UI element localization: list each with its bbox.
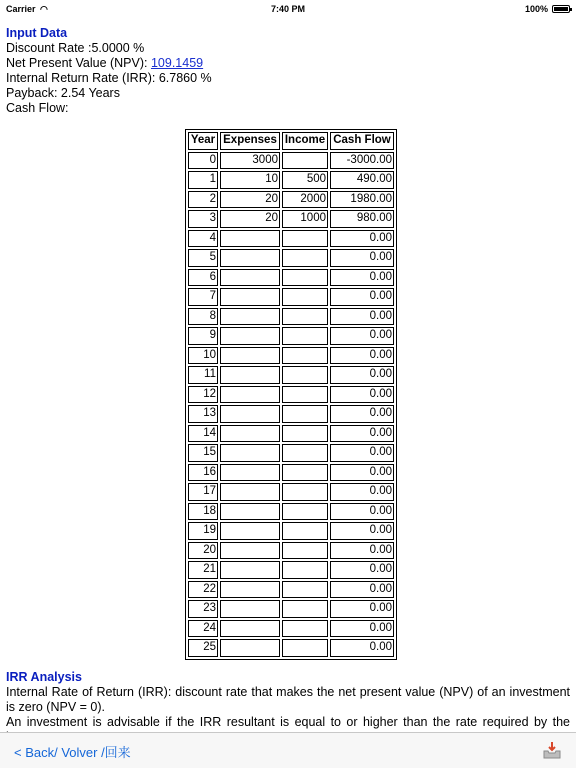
- wifi-icon: ◠: [40, 4, 48, 14]
- cell-income: [282, 522, 328, 540]
- cell-expenses: [220, 522, 280, 540]
- cell-year: 25: [188, 639, 218, 657]
- cell-year: 10: [188, 347, 218, 365]
- cell-expenses: [220, 366, 280, 384]
- table-body: [188, 152, 394, 657]
- table-row: [188, 288, 394, 306]
- cell-expenses: [220, 600, 280, 618]
- npv-line: [6, 56, 570, 71]
- table-row: [188, 425, 394, 443]
- cell-income: [282, 444, 328, 462]
- header-year: Year: [188, 132, 218, 150]
- cash-flow-table: [185, 129, 397, 660]
- cell-expenses: 20: [220, 210, 280, 228]
- cell-cash-flow: -3000.00: [330, 152, 394, 170]
- table-row: [188, 230, 394, 248]
- irr-label: Internal Return Rate (IRR):: [6, 71, 159, 85]
- irr-value: 6.7860 %: [158, 71, 212, 85]
- irr-advice-paragraph: An investment is advisable if the IRR resultant is equal to or higher than the rate required by the: [6, 715, 570, 729]
- payback-label: Payback:: [6, 86, 61, 100]
- cell-expenses: [220, 639, 280, 657]
- irr-definition-paragraph: Internal Rate of Return (IRR): discount rate that makes the net present value (NPV) of an investment is zero (NPV = 0).: [6, 685, 570, 714]
- cell-income: [282, 405, 328, 423]
- battery-status: [525, 0, 570, 18]
- cell-cash-flow: 1980.00: [330, 191, 394, 209]
- cell-expenses: [220, 249, 280, 267]
- table-row: [188, 308, 394, 326]
- cell-expenses: [220, 620, 280, 638]
- table-row: [188, 405, 394, 423]
- cell-expenses: [220, 425, 280, 443]
- cell-cash-flow: 0.00: [330, 522, 394, 540]
- cell-income: [282, 561, 328, 579]
- cell-expenses: [220, 308, 280, 326]
- table-row: [188, 171, 394, 189]
- table-row: [188, 620, 394, 638]
- cell-year: 2: [188, 191, 218, 209]
- cell-year: 16: [188, 464, 218, 482]
- cell-income: [282, 542, 328, 560]
- cell-cash-flow: 0.00: [330, 405, 394, 423]
- cell-cash-flow: 0.00: [330, 308, 394, 326]
- cash-flow-table-wrapper: [185, 129, 397, 660]
- download-icon[interactable]: [542, 740, 562, 760]
- header-expenses: Expenses: [220, 132, 280, 150]
- payback-line: [6, 86, 570, 101]
- cell-income: [282, 600, 328, 618]
- cell-cash-flow: 0.00: [330, 444, 394, 462]
- table-row: [188, 191, 394, 209]
- payback-value: 2.54 Years: [60, 86, 120, 100]
- cell-year: 23: [188, 600, 218, 618]
- cell-expenses: [220, 444, 280, 462]
- cell-income: 500: [282, 171, 328, 189]
- input-data-section: [6, 26, 570, 116]
- cell-income: [282, 249, 328, 267]
- cell-cash-flow: 0.00: [330, 386, 394, 404]
- cell-year: 12: [188, 386, 218, 404]
- cell-expenses: [220, 288, 280, 306]
- cell-cash-flow: 0.00: [330, 327, 394, 345]
- table-row: [188, 483, 394, 501]
- cell-expenses: [220, 464, 280, 482]
- cell-cash-flow: 0.00: [330, 581, 394, 599]
- cell-year: 7: [188, 288, 218, 306]
- cell-income: [282, 503, 328, 521]
- table-row: [188, 366, 394, 384]
- cell-expenses: [220, 581, 280, 599]
- cell-income: [282, 620, 328, 638]
- cell-expenses: [220, 483, 280, 501]
- cell-expenses: 10: [220, 171, 280, 189]
- cell-expenses: [220, 327, 280, 345]
- table-row: [188, 210, 394, 228]
- table-row: [188, 542, 394, 560]
- cell-expenses: [220, 503, 280, 521]
- table-row: [188, 522, 394, 540]
- cell-income: [282, 230, 328, 248]
- cell-income: [282, 327, 328, 345]
- cell-cash-flow: 0.00: [330, 288, 394, 306]
- cell-income: [282, 483, 328, 501]
- cell-year: 13: [188, 405, 218, 423]
- cell-expenses: [220, 269, 280, 287]
- cell-expenses: 3000: [220, 152, 280, 170]
- cell-year: 11: [188, 366, 218, 384]
- cell-year: 5: [188, 249, 218, 267]
- cell-year: 22: [188, 581, 218, 599]
- cell-year: 4: [188, 230, 218, 248]
- table-row: [188, 464, 394, 482]
- status-bar: [0, 0, 576, 20]
- cell-expenses: [220, 405, 280, 423]
- table-row: [188, 600, 394, 618]
- cell-expenses: [220, 386, 280, 404]
- table-row: [188, 386, 394, 404]
- table-row: [188, 347, 394, 365]
- table-row: [188, 152, 394, 170]
- cell-income: [282, 639, 328, 657]
- cell-cash-flow: 0.00: [330, 639, 394, 657]
- cell-year: 21: [188, 561, 218, 579]
- cell-expenses: [220, 230, 280, 248]
- cell-year: 24: [188, 620, 218, 638]
- cell-cash-flow: 0.00: [330, 503, 394, 521]
- cell-year: 17: [188, 483, 218, 501]
- cell-income: 1000: [282, 210, 328, 228]
- cell-cash-flow: 0.00: [330, 425, 394, 443]
- cell-income: [282, 288, 328, 306]
- cell-cash-flow: 0.00: [330, 620, 394, 638]
- discount-rate-label: Discount Rate :: [6, 41, 92, 55]
- npv-link[interactable]: 109.1459: [150, 56, 204, 70]
- cell-year: 20: [188, 542, 218, 560]
- cell-cash-flow: 980.00: [330, 210, 394, 228]
- cell-cash-flow: 0.00: [330, 347, 394, 365]
- cell-income: [282, 386, 328, 404]
- table-row: [188, 327, 394, 345]
- discount-rate-value: 5.0000 %: [91, 41, 145, 55]
- cash-flow-label: Cash Flow:: [6, 101, 69, 115]
- battery-icon: [552, 5, 570, 13]
- cell-year: 8: [188, 308, 218, 326]
- cell-year: 14: [188, 425, 218, 443]
- cell-year: 6: [188, 269, 218, 287]
- table-header-row: [188, 132, 394, 150]
- cell-cash-flow: 0.00: [330, 366, 394, 384]
- irr-line: [6, 71, 570, 86]
- cell-expenses: [220, 542, 280, 560]
- cell-expenses: [220, 561, 280, 579]
- carrier-label: Carrier: [6, 4, 36, 14]
- table-row: [188, 639, 394, 657]
- cell-income: 2000: [282, 191, 328, 209]
- cell-expenses: 20: [220, 191, 280, 209]
- back-button[interactable]: < Back/ Volver /回来: [14, 745, 131, 760]
- input-data-title: Input Data: [6, 26, 68, 40]
- cell-expenses: [220, 347, 280, 365]
- cell-year: 3: [188, 210, 218, 228]
- table-row: [188, 561, 394, 579]
- cell-year: 19: [188, 522, 218, 540]
- status-time: 7:40 PM: [270, 4, 305, 14]
- cell-year: 1: [188, 171, 218, 189]
- bottom-toolbar: [0, 732, 576, 768]
- cell-income: [282, 347, 328, 365]
- header-income: Income: [282, 132, 328, 150]
- cell-cash-flow: 0.00: [330, 249, 394, 267]
- discount-rate-line: [6, 41, 570, 56]
- irr-analysis-title: IRR Analysis: [6, 670, 82, 684]
- cell-income: [282, 308, 328, 326]
- cell-cash-flow: 0.00: [330, 230, 394, 248]
- cell-cash-flow: 490.00: [330, 171, 394, 189]
- cell-cash-flow: 0.00: [330, 600, 394, 618]
- cell-cash-flow: 0.00: [330, 464, 394, 482]
- cell-cash-flow: 0.00: [330, 483, 394, 501]
- cell-income: [282, 425, 328, 443]
- table-row: [188, 249, 394, 267]
- cell-income: [282, 152, 328, 170]
- battery-percent: 100%: [524, 4, 548, 14]
- cell-income: [282, 269, 328, 287]
- cell-income: [282, 464, 328, 482]
- header-cash-flow: Cash Flow: [330, 132, 394, 150]
- table-row: [188, 581, 394, 599]
- cell-income: [282, 366, 328, 384]
- cell-income: [282, 581, 328, 599]
- cell-year: 18: [188, 503, 218, 521]
- table-row: [188, 444, 394, 462]
- table-row: [188, 269, 394, 287]
- cell-year: 15: [188, 444, 218, 462]
- cell-year: 9: [188, 327, 218, 345]
- cell-cash-flow: 0.00: [330, 269, 394, 287]
- cell-year: 0: [188, 152, 218, 170]
- npv-label: Net Present Value (NPV):: [6, 56, 151, 70]
- table-row: [188, 503, 394, 521]
- cell-cash-flow: 0.00: [330, 542, 394, 560]
- cell-cash-flow: 0.00: [330, 561, 394, 579]
